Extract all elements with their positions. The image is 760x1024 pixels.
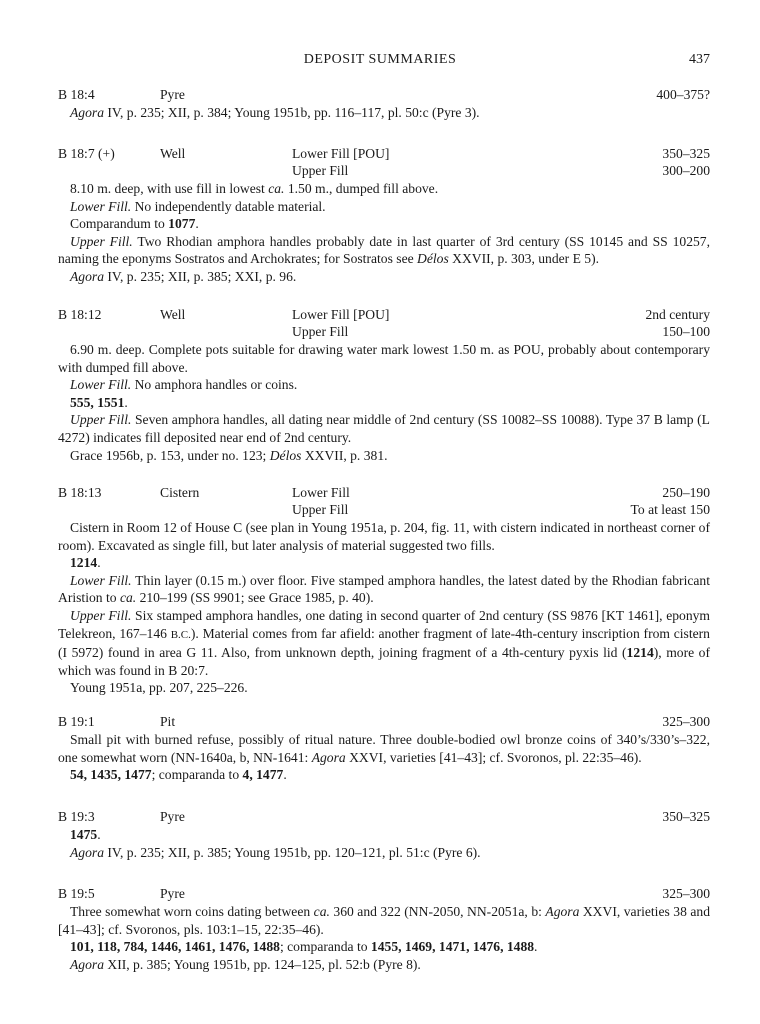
deposit-date: 300–200	[662, 163, 710, 178]
deposit-entry	[58, 306, 710, 464]
deposit-id: B 18:4	[58, 87, 95, 102]
deposit-date: 400–375?	[656, 87, 710, 102]
entry-header-row	[58, 484, 710, 501]
entry-paragraph: Lower Fill. Thin layer (0.15 m.) over floor. Five stamped amphora handles, the latest dated by the Rhodian fabricant Aristion to ca. 210–199 (SS 9901; see Grace 1985, p. 40).	[58, 572, 710, 606]
entry-paragraph: 555, 1551.	[70, 394, 128, 410]
deposit-id: B 19:3	[58, 809, 95, 824]
deposit-date: 350–325	[662, 146, 710, 161]
entry-paragraph: 1475.	[70, 827, 101, 842]
entry-header-row	[58, 713, 710, 730]
entry-body	[58, 104, 710, 122]
entry-header-row	[58, 808, 710, 825]
deposit-type: Pyre	[160, 87, 185, 102]
entry-paragraph: Three somewhat worn coins dating between ca. 360 and 322 (NN-2050, NN-2051a, b: Agora XXVI, varieties 38 and [41–43]; cf. Svoronos, pls. 103:1–15, 22:35–46).	[58, 904, 710, 937]
deposit-id: B 19:1	[58, 714, 95, 729]
deposit-type: Well	[160, 146, 186, 161]
deposit-entry	[58, 713, 710, 784]
entry-paragraph: Cistern in Room 12 of House C (see plan in Young 1951a, p. 204, fig. 11, with cistern indicated in northeast corner of room). Excavated as single fill, but later analysis of material suggested two fills.	[58, 520, 710, 553]
deposit-type: Cistern	[160, 485, 200, 500]
entry-paragraph: 54, 1435, 1477; comparanda to 4, 1477.	[70, 767, 287, 783]
deposit-entry	[58, 145, 710, 286]
entry-paragraph: Small pit with burned refuse, possibly of ritual nature. Three double-bodied owl bronze coins of 340’s/330’s–322, one somewhat worn (NN-1640a, b, NN-1641: Agora XXVI, varieties [41–43]; cf. Svoronos, pl. 22:35–46).	[58, 732, 710, 765]
deposit-type: Pit	[160, 714, 176, 729]
deposit-id: B 19:5	[58, 886, 95, 901]
deposit-type: Well	[160, 307, 186, 322]
fill-label: Lower Fill	[292, 485, 350, 500]
entry-paragraph: Upper Fill. Two Rhodian amphora handles probably date in last quarter of 3rd century (SS 10145 and SS 10257, naming the eponyms Sostratos and Archokrates; for Sostratos see Délos XXVII, p. 303, under E 5).	[58, 233, 710, 267]
entry-header-row	[58, 86, 710, 103]
fill-label: Upper Fill	[292, 163, 349, 178]
entry-paragraph: 101, 118, 784, 1446, 1461, 1476, 1488; comparanda to 1455, 1469, 1471, 1476, 1488.	[70, 939, 538, 955]
deposit-date: 250–190	[662, 485, 710, 500]
deposit-date: 2nd century	[645, 307, 710, 322]
deposit-date: 150–100	[662, 324, 710, 339]
entry-paragraph: Young 1951a, pp. 207, 225–226.	[70, 680, 248, 696]
entry-body	[58, 180, 710, 286]
entry-body	[58, 826, 710, 861]
fill-label: Lower Fill [POU]	[292, 146, 390, 161]
entry-header-row	[58, 323, 710, 340]
deposit-entry	[58, 808, 710, 861]
deposit-entry	[58, 86, 710, 122]
page-number: 437	[689, 52, 710, 67]
entry-paragraph: 1214.	[70, 555, 101, 571]
entry-body	[58, 341, 710, 464]
fill-label: Lower Fill [POU]	[292, 307, 390, 322]
deposit-date: 325–300	[662, 886, 710, 901]
deposit-id: B 18:7 (+)	[58, 146, 115, 161]
entry-paragraph: Agora IV, p. 235; XII, p. 385; XXI, p. 96.	[70, 268, 297, 284]
deposit-date: 350–325	[662, 809, 710, 824]
entry-paragraph: Agora XII, p. 385; Young 1951b, pp. 124–125, pl. 52:b (Pyre 8).	[70, 956, 421, 972]
deposit-id: B 18:12	[58, 307, 102, 322]
deposit-entry	[58, 885, 710, 973]
entry-paragraph: Upper Fill. Seven amphora handles, all dating near middle of 2nd century (SS 10082–SS 10088). Type 37 B lamp (L 4272) indicates fill deposited near end of 2nd century.	[58, 412, 710, 445]
entry-body	[58, 519, 710, 697]
fill-label: Upper Fill	[292, 502, 349, 517]
deposit-type: Pyre	[160, 886, 185, 901]
entry-header-row	[58, 885, 710, 902]
entry-paragraph: Agora IV, p. 235; XII, p. 384; Young 1951b, pp. 116–117, pl. 50:c (Pyre 3).	[70, 105, 480, 120]
entry-header-row	[58, 501, 710, 518]
entry-body	[58, 903, 710, 973]
deposit-date: 325–300	[662, 714, 710, 729]
entry-paragraph: Lower Fill. No amphora handles or coins.	[70, 377, 298, 393]
entry-paragraph: 6.90 m. deep. Complete pots suitable for drawing water mark lowest 1.50 m. as POU, probably about contemporary with dumped fill above.	[58, 342, 710, 375]
running-header-title: DEPOSIT SUMMARIES	[303, 52, 457, 67]
entry-header-row	[58, 145, 710, 162]
deposit-entry	[58, 484, 710, 697]
fill-label: Upper Fill	[292, 324, 349, 339]
entry-paragraph: Upper Fill. Six stamped amphora handles, one dating in second quarter of 2nd century (SS 9876 [KT 1461], eponym Telekreon, 167–146 B.C.). Material comes from far afield: another fragment of late-4th-century inscription from cistern (I 5972) found in area G 11. Also, from unknown depth, joining fragment of a 4th-century pyxis lid (1214), more of which was found in B 20:7.	[58, 607, 710, 678]
deposit-id: B 18:13	[58, 485, 102, 500]
entry-paragraph: Comparandum to 1077.	[70, 216, 199, 232]
entry-paragraph: Grace 1956b, p. 153, under no. 123; Délos XXVII, p. 381.	[70, 447, 388, 463]
entry-paragraph: Agora IV, p. 235; XII, p. 385; Young 1951b, pp. 120–121, pl. 51:c (Pyre 6).	[70, 844, 481, 860]
entry-paragraph: Lower Fill. No independently datable material.	[70, 198, 326, 214]
deposit-type: Pyre	[160, 809, 185, 824]
entry-header-row	[58, 306, 710, 323]
entry-body	[58, 731, 710, 784]
deposit-date: To at least 150	[630, 502, 710, 517]
entry-paragraph: 8.10 m. deep, with use fill in lowest ca. 1.50 m., dumped fill above.	[70, 181, 439, 196]
entry-header-row	[58, 162, 710, 179]
